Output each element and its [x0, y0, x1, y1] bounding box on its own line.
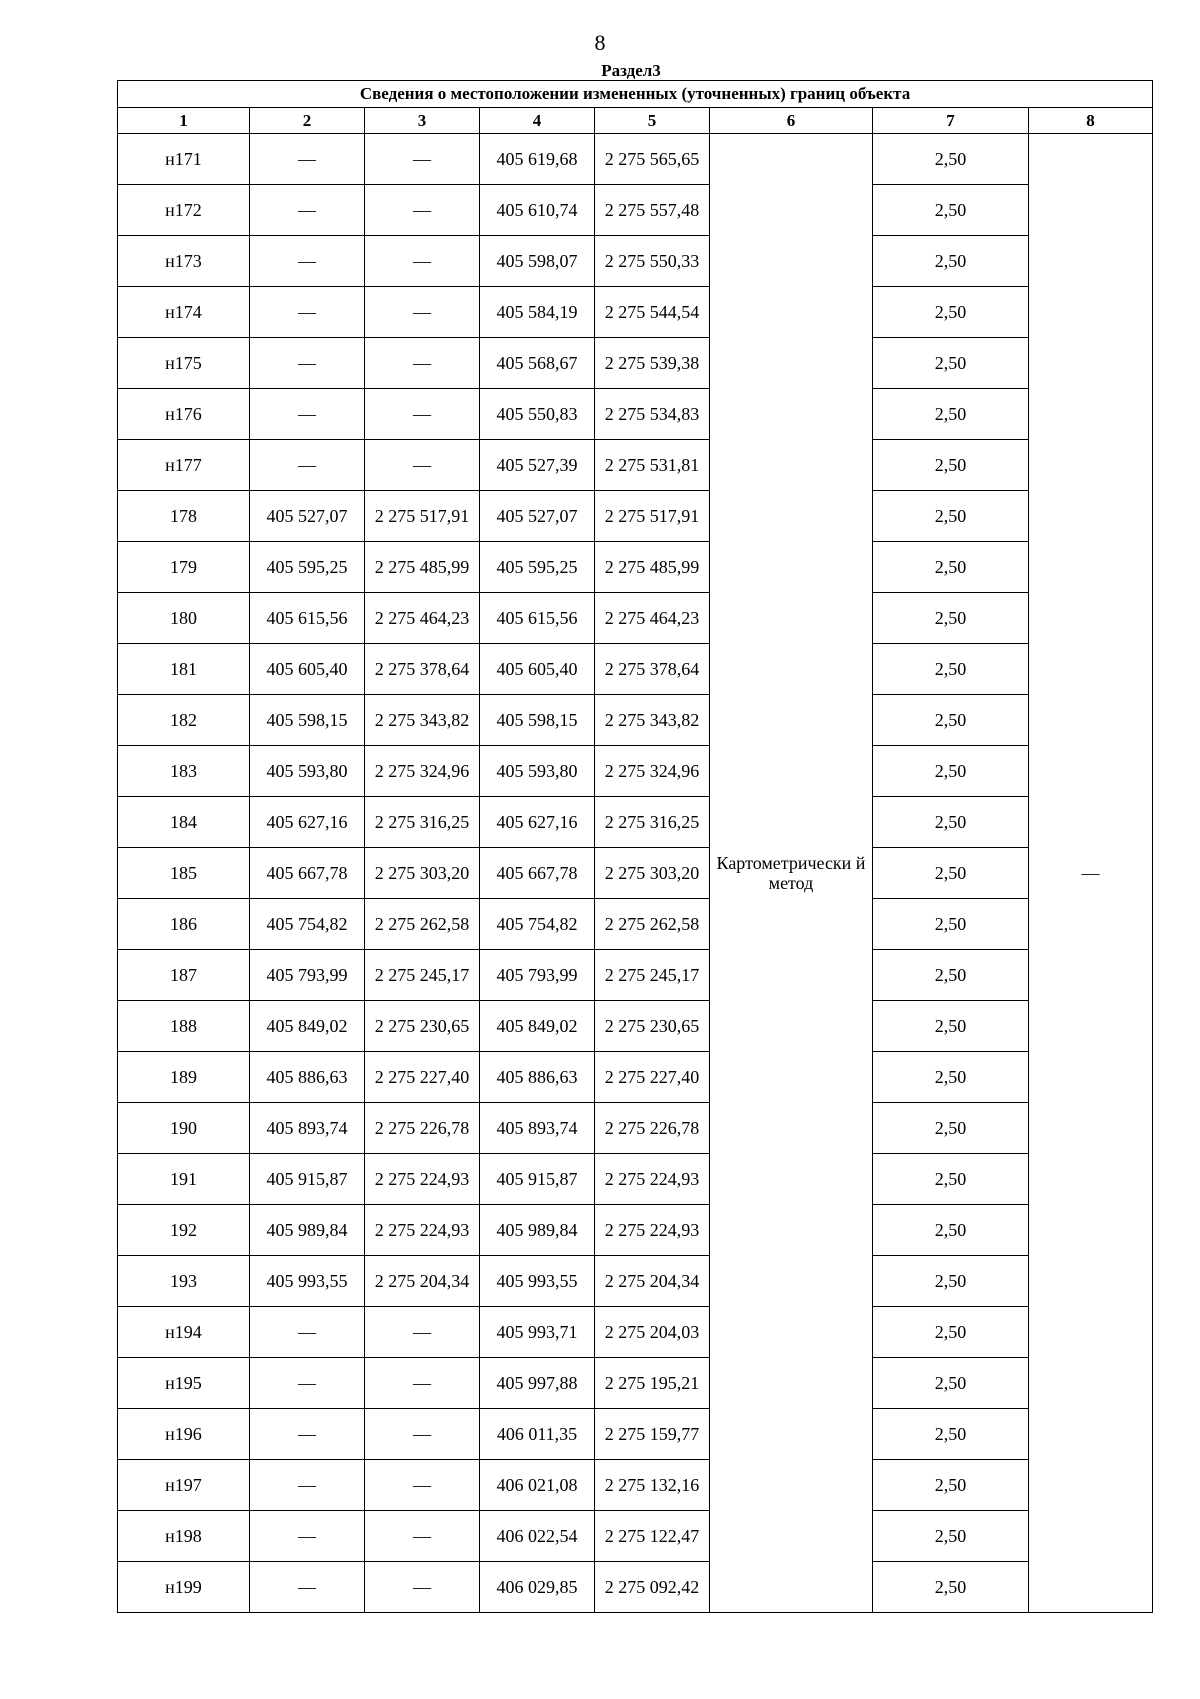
x-old-cell: — [250, 287, 365, 338]
x-new-cell: 406 021,08 [480, 1460, 595, 1511]
point-cell: н172 [118, 185, 250, 236]
y-old-cell: 2 275 227,40 [365, 1052, 480, 1103]
accuracy-cell: 2,50 [873, 185, 1029, 236]
table-row [118, 440, 1153, 491]
y-new-cell: 2 275 159,77 [595, 1409, 710, 1460]
x-old-cell: — [250, 1460, 365, 1511]
table-row [118, 236, 1153, 287]
column-header: 2 [250, 108, 365, 134]
y-old-cell: 2 275 316,25 [365, 797, 480, 848]
x-old-cell: 405 627,16 [250, 797, 365, 848]
point-cell: 183 [118, 746, 250, 797]
column-header: 6 [710, 108, 873, 134]
accuracy-cell: 2,50 [873, 287, 1029, 338]
y-new-cell: 2 275 230,65 [595, 1001, 710, 1052]
section-title: Раздел3 [601, 61, 661, 80]
x-new-cell: 405 593,80 [480, 746, 595, 797]
accuracy-cell: 2,50 [873, 1358, 1029, 1409]
accuracy-cell: 2,50 [873, 1103, 1029, 1154]
y-old-cell: 2 275 262,58 [365, 899, 480, 950]
point-cell: н173 [118, 236, 250, 287]
x-new-cell: 405 598,15 [480, 695, 595, 746]
table-row [118, 899, 1153, 950]
accuracy-cell: 2,50 [873, 797, 1029, 848]
x-old-cell: — [250, 1511, 365, 1562]
y-new-cell: 2 275 557,48 [595, 185, 710, 236]
table-row [118, 1562, 1153, 1613]
y-new-cell: 2 275 132,16 [595, 1460, 710, 1511]
x-old-cell: 405 667,78 [250, 848, 365, 899]
point-cell: 182 [118, 695, 250, 746]
x-old-cell: — [250, 134, 365, 185]
table-body [118, 134, 1153, 1613]
table-row [118, 389, 1153, 440]
accuracy-cell: 2,50 [873, 1562, 1029, 1613]
accuracy-cell: 2,50 [873, 1460, 1029, 1511]
accuracy-cell: 2,50 [873, 542, 1029, 593]
y-old-cell: — [365, 338, 480, 389]
accuracy-cell: 2,50 [873, 593, 1029, 644]
accuracy-cell: 2,50 [873, 848, 1029, 899]
y-new-cell: 2 275 303,20 [595, 848, 710, 899]
point-cell: 180 [118, 593, 250, 644]
point-cell: 191 [118, 1154, 250, 1205]
table-row [118, 542, 1153, 593]
y-old-cell: — [365, 1307, 480, 1358]
point-cell: н197 [118, 1460, 250, 1511]
table-row [118, 848, 1153, 899]
x-new-cell: 405 595,25 [480, 542, 595, 593]
x-new-cell: 405 550,83 [480, 389, 595, 440]
x-new-cell: 405 619,68 [480, 134, 595, 185]
y-old-cell: 2 275 204,34 [365, 1256, 480, 1307]
y-old-cell: — [365, 1460, 480, 1511]
x-old-cell: — [250, 440, 365, 491]
y-old-cell: — [365, 134, 480, 185]
x-old-cell: 405 989,84 [250, 1205, 365, 1256]
table-row [118, 1256, 1153, 1307]
x-old-cell: 405 605,40 [250, 644, 365, 695]
accuracy-cell: 2,50 [873, 440, 1029, 491]
x-old-cell: 405 849,02 [250, 1001, 365, 1052]
accuracy-cell: 2,50 [873, 746, 1029, 797]
accuracy-cell: 2,50 [873, 695, 1029, 746]
x-new-cell: 405 667,78 [480, 848, 595, 899]
y-new-cell: 2 275 485,99 [595, 542, 710, 593]
y-old-cell: — [365, 440, 480, 491]
y-new-cell: 2 275 550,33 [595, 236, 710, 287]
y-old-cell: — [365, 1409, 480, 1460]
accuracy-cell: 2,50 [873, 389, 1029, 440]
x-old-cell: 405 915,87 [250, 1154, 365, 1205]
y-new-cell: 2 275 122,47 [595, 1511, 710, 1562]
point-cell: 193 [118, 1256, 250, 1307]
y-old-cell: — [365, 1562, 480, 1613]
y-new-cell: 2 275 565,65 [595, 134, 710, 185]
y-old-cell: 2 275 245,17 [365, 950, 480, 1001]
y-old-cell: 2 275 230,65 [365, 1001, 480, 1052]
point-cell: н171 [118, 134, 250, 185]
x-old-cell: — [250, 185, 365, 236]
x-new-cell: 406 022,54 [480, 1511, 595, 1562]
column-header-row [118, 108, 1153, 134]
x-old-cell: 405 598,15 [250, 695, 365, 746]
y-old-cell: 2 275 464,23 [365, 593, 480, 644]
accuracy-cell: 2,50 [873, 1205, 1029, 1256]
point-cell: н177 [118, 440, 250, 491]
y-new-cell: 2 275 224,93 [595, 1205, 710, 1256]
y-new-cell: 2 275 539,38 [595, 338, 710, 389]
point-cell: н196 [118, 1409, 250, 1460]
accuracy-cell: 2,50 [873, 1307, 1029, 1358]
y-old-cell: 2 275 303,20 [365, 848, 480, 899]
x-old-cell: — [250, 1562, 365, 1613]
x-new-cell: 405 598,07 [480, 236, 595, 287]
x-old-cell: — [250, 236, 365, 287]
y-new-cell: 2 275 531,81 [595, 440, 710, 491]
x-new-cell: 405 584,19 [480, 287, 595, 338]
y-new-cell: 2 275 227,40 [595, 1052, 710, 1103]
point-cell: 189 [118, 1052, 250, 1103]
point-cell: 185 [118, 848, 250, 899]
y-new-cell: 2 275 378,64 [595, 644, 710, 695]
y-old-cell: — [365, 287, 480, 338]
y-new-cell: 2 275 517,91 [595, 491, 710, 542]
accuracy-cell: 2,50 [873, 1511, 1029, 1562]
y-old-cell: 2 275 517,91 [365, 491, 480, 542]
accuracy-cell: 2,50 [873, 338, 1029, 389]
point-cell: 192 [118, 1205, 250, 1256]
table-row [118, 1103, 1153, 1154]
table-row [118, 950, 1153, 1001]
x-new-cell: 405 993,71 [480, 1307, 595, 1358]
x-new-cell: 405 989,84 [480, 1205, 595, 1256]
x-new-cell: 405 615,56 [480, 593, 595, 644]
y-old-cell: 2 275 226,78 [365, 1103, 480, 1154]
x-old-cell: — [250, 1409, 365, 1460]
y-new-cell: 2 275 226,78 [595, 1103, 710, 1154]
table-row [118, 1511, 1153, 1562]
y-new-cell: 2 275 316,25 [595, 797, 710, 848]
accuracy-cell: 2,50 [873, 236, 1029, 287]
table-row [118, 695, 1153, 746]
column8-cell: — [1029, 134, 1153, 1613]
x-new-cell: 405 793,99 [480, 950, 595, 1001]
x-new-cell: 406 011,35 [480, 1409, 595, 1460]
boundary-coordinates-table [117, 80, 1153, 1613]
y-new-cell: 2 275 245,17 [595, 950, 710, 1001]
y-new-cell: 2 275 092,42 [595, 1562, 710, 1613]
column-header: 5 [595, 108, 710, 134]
y-old-cell: 2 275 324,96 [365, 746, 480, 797]
x-new-cell: 406 029,85 [480, 1562, 595, 1613]
y-new-cell: 2 275 464,23 [595, 593, 710, 644]
point-cell: 181 [118, 644, 250, 695]
y-old-cell: — [365, 1358, 480, 1409]
accuracy-cell: 2,50 [873, 1409, 1029, 1460]
y-old-cell: 2 275 378,64 [365, 644, 480, 695]
y-new-cell: 2 275 544,54 [595, 287, 710, 338]
point-cell: н195 [118, 1358, 250, 1409]
point-cell: 179 [118, 542, 250, 593]
accuracy-cell: 2,50 [873, 1001, 1029, 1052]
accuracy-cell: 2,50 [873, 1256, 1029, 1307]
x-new-cell: 405 997,88 [480, 1358, 595, 1409]
point-cell: н176 [118, 389, 250, 440]
column-header: 4 [480, 108, 595, 134]
x-old-cell: 405 793,99 [250, 950, 365, 1001]
y-new-cell: 2 275 534,83 [595, 389, 710, 440]
x-new-cell: 405 605,40 [480, 644, 595, 695]
y-new-cell: 2 275 224,93 [595, 1154, 710, 1205]
accuracy-cell: 2,50 [873, 491, 1029, 542]
table-row [118, 746, 1153, 797]
table-row [118, 1154, 1153, 1205]
x-old-cell: — [250, 338, 365, 389]
accuracy-cell: 2,50 [873, 1052, 1029, 1103]
y-old-cell: — [365, 1511, 480, 1562]
point-cell: н199 [118, 1562, 250, 1613]
x-new-cell: 405 627,16 [480, 797, 595, 848]
column-header: 1 [118, 108, 250, 134]
accuracy-cell: 2,50 [873, 1154, 1029, 1205]
x-new-cell: 405 527,39 [480, 440, 595, 491]
y-old-cell: 2 275 224,93 [365, 1205, 480, 1256]
x-old-cell: — [250, 1307, 365, 1358]
x-new-cell: 405 527,07 [480, 491, 595, 542]
point-cell: 188 [118, 1001, 250, 1052]
column-header: 7 [873, 108, 1029, 134]
y-new-cell: 2 275 195,21 [595, 1358, 710, 1409]
x-old-cell: 405 527,07 [250, 491, 365, 542]
table-row [118, 644, 1153, 695]
column-header: 3 [365, 108, 480, 134]
accuracy-cell: 2,50 [873, 899, 1029, 950]
x-old-cell: 405 886,63 [250, 1052, 365, 1103]
column-header: 8 [1029, 108, 1153, 134]
method-cell: Картометрически й метод [710, 134, 873, 1613]
table-row [118, 491, 1153, 542]
table-row [118, 1409, 1153, 1460]
table-row [118, 1358, 1153, 1409]
x-new-cell: 405 886,63 [480, 1052, 595, 1103]
table-row [118, 1001, 1153, 1052]
accuracy-cell: 2,50 [873, 644, 1029, 695]
x-old-cell: 405 893,74 [250, 1103, 365, 1154]
table-row [118, 593, 1153, 644]
x-new-cell: 405 993,55 [480, 1256, 595, 1307]
y-new-cell: 2 275 204,34 [595, 1256, 710, 1307]
x-old-cell: 405 593,80 [250, 746, 365, 797]
x-old-cell: 405 595,25 [250, 542, 365, 593]
point-cell: 190 [118, 1103, 250, 1154]
table-row [118, 1052, 1153, 1103]
table-row [118, 1460, 1153, 1511]
table-row [118, 134, 1153, 185]
x-old-cell: — [250, 1358, 365, 1409]
table-row [118, 185, 1153, 236]
y-new-cell: 2 275 204,03 [595, 1307, 710, 1358]
point-cell: н174 [118, 287, 250, 338]
y-old-cell: 2 275 485,99 [365, 542, 480, 593]
point-cell: 178 [118, 491, 250, 542]
x-old-cell: — [250, 389, 365, 440]
table-row [118, 338, 1153, 389]
accuracy-cell: 2,50 [873, 950, 1029, 1001]
y-old-cell: — [365, 185, 480, 236]
point-cell: н198 [118, 1511, 250, 1562]
point-cell: 186 [118, 899, 250, 950]
x-new-cell: 405 610,74 [480, 185, 595, 236]
y-new-cell: 2 275 324,96 [595, 746, 710, 797]
point-cell: 187 [118, 950, 250, 1001]
y-new-cell: 2 275 343,82 [595, 695, 710, 746]
y-old-cell: — [365, 389, 480, 440]
table-row [118, 1307, 1153, 1358]
y-old-cell: 2 275 224,93 [365, 1154, 480, 1205]
x-new-cell: 405 893,74 [480, 1103, 595, 1154]
table-row [118, 797, 1153, 848]
y-old-cell: 2 275 343,82 [365, 695, 480, 746]
table-caption: Сведения о местоположении измененных (уточненных) границ объекта [118, 81, 1153, 108]
table-row [118, 1205, 1153, 1256]
x-old-cell: 405 615,56 [250, 593, 365, 644]
x-new-cell: 405 915,87 [480, 1154, 595, 1205]
page-number: 8 [594, 30, 606, 55]
x-new-cell: 405 568,67 [480, 338, 595, 389]
point-cell: 184 [118, 797, 250, 848]
x-old-cell: 405 993,55 [250, 1256, 365, 1307]
x-old-cell: 405 754,82 [250, 899, 365, 950]
x-new-cell: 405 849,02 [480, 1001, 595, 1052]
table-row [118, 287, 1153, 338]
accuracy-cell: 2,50 [873, 134, 1029, 185]
y-old-cell: — [365, 236, 480, 287]
y-new-cell: 2 275 262,58 [595, 899, 710, 950]
x-new-cell: 405 754,82 [480, 899, 595, 950]
point-cell: н194 [118, 1307, 250, 1358]
point-cell: н175 [118, 338, 250, 389]
